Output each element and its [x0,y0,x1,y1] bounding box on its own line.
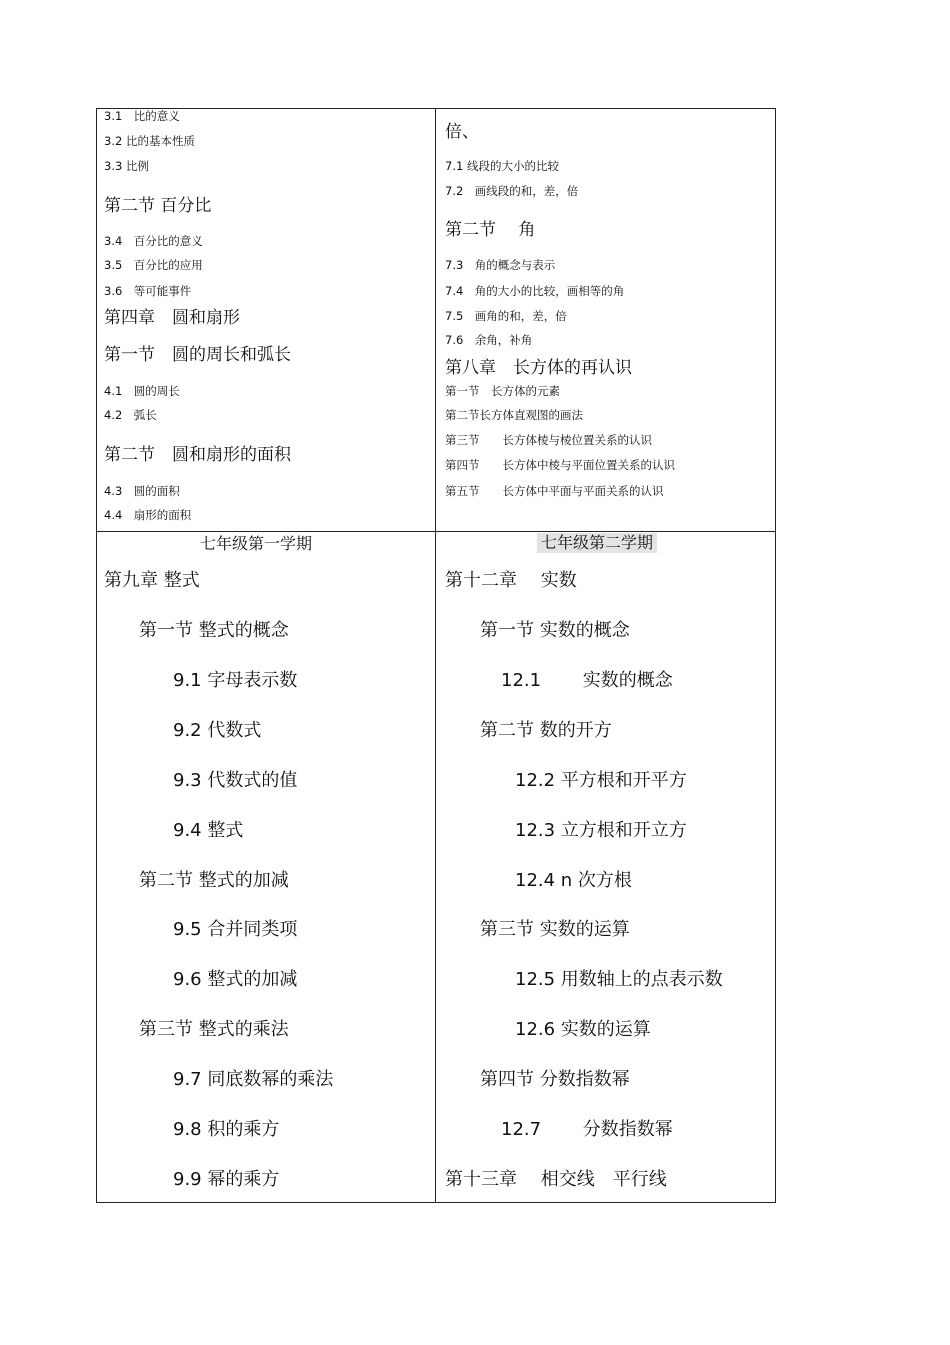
section-9-2: 9.2 代数式 [173,720,262,741]
section-12-5: 12.5 用数轴上的点表示数 [515,969,723,990]
row-divider [96,531,776,532]
section-12-3: 12.3 立方根和开立方 [515,820,687,841]
grade7-term1-header: 七年级第一学期 [200,534,313,553]
section-9-4: 9.4 整式 [173,820,244,841]
section-9-5: 9.5 合并同类项 [173,919,298,940]
section-heading-area: 第二节 圆和扇形的面积 [104,445,291,465]
section-9-8: 9.8 积的乘方 [173,1119,280,1140]
grade7-term2-header: 七年级第二学期 [537,533,657,553]
section-3-4: 3.4 百分比的意义 [104,234,203,248]
section-8-2: 第二节长方体直观图的画法 [445,408,583,422]
section-9-7: 9.7 同底数幂的乘法 [173,1069,334,1090]
section-7-6: 7.6 余角，补角 [445,333,533,347]
continued-text: 倍、 [445,122,479,142]
section-12-4: 12.4 n 次方根 [515,870,632,891]
section-heading-angle: 第二节 角 [445,220,536,240]
chapter-9-heading: 第九章 整式 [104,570,200,591]
section-heading-12-1: 第一节 实数的概念 [480,620,630,641]
section-8-5: 第五节 长方体中平面与平面关系的认识 [445,484,664,498]
section-12-7: 12.7 分数指数幂 [501,1119,673,1140]
section-7-3: 7.3 角的概念与表示 [445,258,556,272]
section-9-1: 9.1 字母表示数 [173,670,298,691]
section-3-2: 3.2 比的基本性质 [104,134,195,148]
section-8-4: 第四节 长方体中棱与平面位置关系的认识 [445,458,675,472]
section-4-4: 4.4 扇形的面积 [104,508,192,522]
section-heading-12-2: 第二节 数的开方 [480,720,612,741]
section-4-3: 4.3 圆的面积 [104,484,180,498]
chapter-13-heading: 第十三章 相交线 平行线 [445,1169,667,1190]
section-9-3: 9.3 代数式的值 [173,770,298,791]
chapter-8-heading: 第八章 长方体的再认识 [445,358,632,378]
section-heading-12-3: 第三节 实数的运算 [480,919,630,940]
section-4-1: 4.1 圆的周长 [104,384,180,398]
section-12-6: 12.6 实数的运算 [515,1019,651,1040]
section-12-1: 12.1 实数的概念 [501,670,673,691]
section-12-2: 12.2 平方根和开平方 [515,770,687,791]
section-9-9: 9.9 幂的乘方 [173,1169,280,1190]
section-3-5: 3.5 百分比的应用 [104,258,203,272]
chapter-12-heading: 第十二章 实数 [445,570,577,591]
section-7-5: 7.5 画角的和，差，倍 [445,309,567,323]
section-8-1: 第一节 长方体的元素 [445,384,560,398]
section-8-3: 第三节 长方体棱与棱位置关系的认识 [445,433,652,447]
section-heading-9-2: 第二节 整式的加减 [139,870,289,891]
section-4-2: 4.2 弧长 [104,408,157,422]
section-9-6: 9.6 整式的加减 [173,969,298,990]
section-heading-12-4: 第四节 分数指数幂 [480,1069,630,1090]
section-heading-circumference: 第一节 圆的周长和弧长 [104,345,291,365]
column-divider [435,108,436,1203]
section-3-1: 3.1 比的意义 [104,109,180,123]
section-heading-9-1: 第一节 整式的概念 [139,620,289,641]
section-3-3: 3.3 比例 [104,159,149,173]
section-heading-9-3: 第三节 整式的乘法 [139,1019,289,1040]
section-heading-percentage: 第二节 百分比 [104,196,212,216]
section-7-1: 7.1 线段的大小的比较 [445,159,559,173]
section-7-4: 7.4 角的大小的比较，画相等的角 [445,284,625,298]
chapter-4-heading: 第四章 圆和扇形 [104,308,240,328]
section-3-6: 3.6 等可能事件 [104,284,192,298]
section-7-2: 7.2 画线段的和，差，倍 [445,184,579,198]
